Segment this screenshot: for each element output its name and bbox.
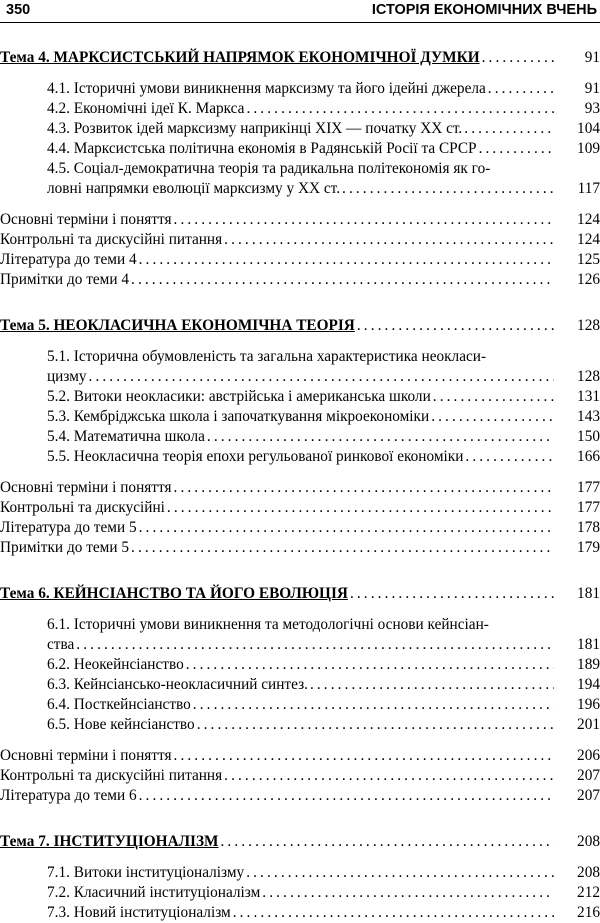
toc-entry[interactable]: 7.2. Класичний інституціоналізм ..... 212 — [0, 883, 600, 903]
toc-entry-line2[interactable]: ства ..... 181 — [0, 635, 600, 655]
toc-extra-terms[interactable]: Основні терміни і поняття ..... 177 — [0, 478, 600, 498]
toc-entry-line1[interactable]: 6.1. Історичні умови виникнення та методологічні основи кейнсіан- — [47, 616, 489, 633]
toc-entry-line2[interactable]: ловні напрямки еволюції марксизму у XX ст. ..... 117 — [0, 179, 600, 199]
table-of-contents — [0, 48, 600, 923]
toc-entry[interactable]: 6.2. Неокейнсіанство ..... 189 — [0, 655, 600, 675]
toc-entry[interactable]: 6.3. Кейнсіансько-неокласичний синтез. ..... 194 — [0, 675, 600, 695]
toc-entry[interactable]: 5.2. Витоки неокласики: австрійська і американська школи ..... 131 — [0, 387, 600, 407]
toc-entry[interactable]: 4.3. Розвиток ідей марксизму наприкінці XIX — початку XX ст. ..... 104 — [0, 119, 600, 139]
running-header — [0, 0, 600, 23]
toc-entry[interactable]: 5.5. Неокласична теорія епохи регульованої ринкової економіки ..... 166 — [0, 447, 600, 467]
toc-entry-line1[interactable]: 4.5. Соціал-демократична теорія та радикальна політекономія як го- — [47, 160, 491, 177]
toc-entry[interactable]: 4.2. Економічні ідеї К. Маркса ..... 93 — [0, 99, 600, 119]
toc-entry[interactable]: 5.4. Математична школа ..... 150 — [0, 427, 600, 447]
running-title: ІСТОРІЯ ЕКОНОМІЧНИХ ВЧЕНЬ — [371, 2, 597, 18]
toc-entry[interactable]: 4.4. Марксистська політична економія в Радянській Росії та СРСР ..... 109 — [0, 139, 600, 159]
toc-extra-terms[interactable]: Основні терміни і поняття ..... 206 — [0, 746, 600, 766]
toc-extra-notes[interactable]: Примітки до теми 4 ..... 126 — [0, 270, 600, 290]
toc-heading-topic-6[interactable]: Тема 6. КЕЙНСІАНСТВО ТА ЙОГО ЕВОЛЮЦІЯ ..... 181 — [0, 584, 600, 604]
toc-entry[interactable]: 5.3. Кембріджська школа і започаткування мікроекономіки ..... 143 — [0, 407, 600, 427]
toc-extra-terms[interactable]: Основні терміни і поняття ..... 124 — [0, 210, 600, 230]
toc-entry[interactable]: 4.1. Історичні умови виникнення марксизму та його ідейні джерела ..... 91 — [0, 79, 600, 99]
toc-entry-line1[interactable]: 5.1. Історична обумовленість та загальна характеристика неокласи- — [47, 348, 487, 365]
toc-entry-line2[interactable]: цизму ..... 128 — [0, 367, 600, 387]
toc-extra-questions[interactable]: Контрольні та дискусійні питання ..... 124 — [0, 230, 600, 250]
toc-extra-literature[interactable]: Література до теми 4 ..... 125 — [0, 250, 600, 270]
toc-extra-notes[interactable]: Примітки до теми 5 ..... 179 — [0, 538, 600, 558]
toc-entry[interactable]: 6.5. Нове кейнсіанство ..... 201 — [0, 715, 600, 735]
toc-extra-literature[interactable]: Література до теми 6 ..... 207 — [0, 786, 600, 806]
page-number: 350 — [6, 2, 31, 18]
toc-heading-topic-5[interactable]: Тема 5. НЕОКЛАСИЧНА ЕКОНОМІЧНА ТЕОРІЯ ..... 128 — [0, 316, 600, 336]
toc-extra-questions[interactable]: Контрольні та дискусійні ..... 177 — [0, 498, 600, 518]
toc-entry[interactable]: 7.3. Новий інституціоналізм ..... 216 — [0, 903, 600, 923]
toc-entry[interactable]: 7.1. Витоки інституціоналізму ..... 208 — [0, 863, 600, 883]
toc-heading-topic-4[interactable]: Тема 4. МАРКСИСТСЬКИЙ НАПРЯМОК ЕКОНОМІЧНОЇ ДУМКИ ..... 91 — [0, 48, 600, 68]
toc-extra-literature[interactable]: Література до теми 5 ..... 178 — [0, 518, 600, 538]
toc-entry[interactable]: 6.4. Посткейнсіанство ..... 196 — [0, 695, 600, 715]
toc-extra-questions[interactable]: Контрольні та дискусійні питання ..... 207 — [0, 766, 600, 786]
toc-heading-topic-7[interactable]: Тема 7. ІНСТИТУЦІОНАЛІЗМ ..... 208 — [0, 832, 600, 852]
